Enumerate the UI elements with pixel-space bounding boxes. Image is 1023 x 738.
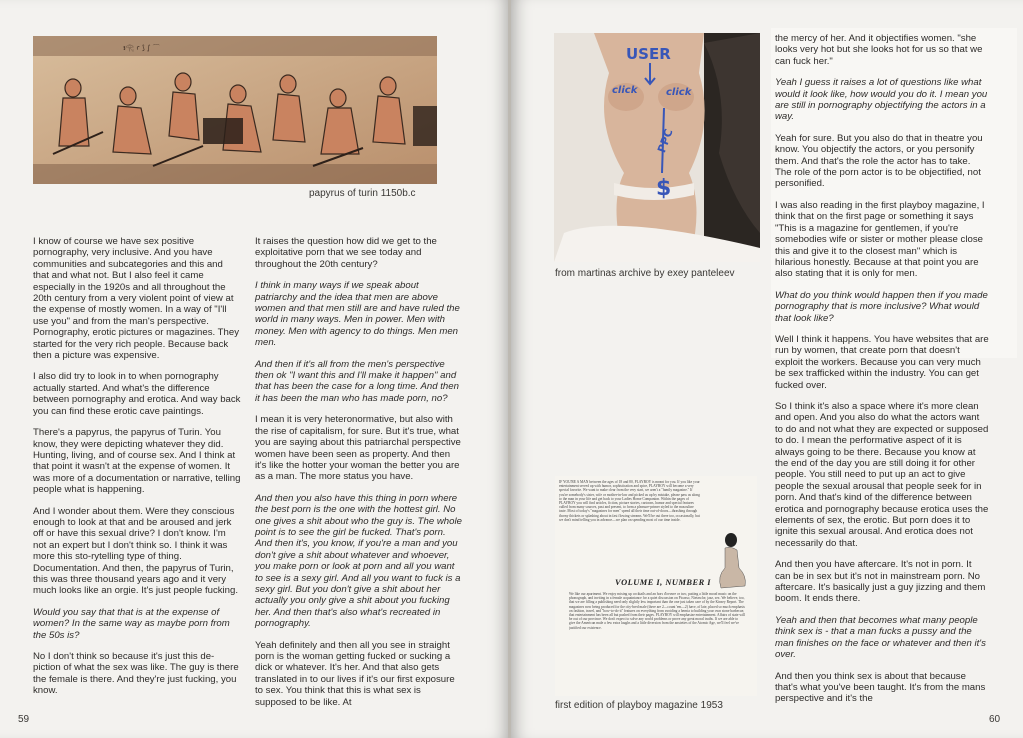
interview-question: And then if it's all from the men's perspective then ok "I want this and I'll make it happen" and that has been the case for a long time. And then it has been the man who has made porn, no? — [255, 358, 459, 404]
interview-paragraph: So I think it's also a space where it's more clean and open. And you also do what the actors want to do and not what they are expected or supposed to do. I mean the performative aspect of it is always going to be there. Because you know at the end of the day you are still doing it for other people. You still need to put up an act to give people the sexual arousal that people seek for in porn. And that's kind of the difference between erotica and pornography because erotica uses the elements of sex, the erotic. But porn does it to ignite this sexual arousal. And erotica does not necessarily do that. — [775, 400, 989, 549]
interview-paragraph: I also did try to look in to when pornography actually started. And what's the difference between pornography and erotica. And way back you can find these erotic cave paintings. — [33, 371, 241, 417]
body-paint-illustration — [554, 33, 760, 262]
interview-paragraph: And then you have aftercare. It's not in porn. It can be in sex but it's not in mainstream porn. No aftercare. It's basically just a guy jizzing and them boom. It ends there. — [775, 559, 986, 605]
interview-paragraph: No I don't think so because it's just this de-piction of what the sex was like. The guy is there the female is there. And they're just fucking, you know. — [33, 651, 239, 697]
papyrus-caption: papyrus of turin 1150b.c — [309, 188, 416, 199]
photo-word-click-1: click — [612, 85, 638, 96]
interview-paragraph: There's a papyrus, the papyrus of Turin. You know, they were depicting whatever they did. Hunting, living, and of course sex. And I think at that point it wasn't at the expense of women. It was more of a documentation or narrative, telling people what is happening. — [33, 427, 241, 496]
right-text-column — [775, 33, 989, 715]
page-number-right: 60 — [989, 714, 1001, 725]
interview-paragraph: I mean it is very heteronormative, but also with the rise of capitalism, for sure. But it's true, what you are saying about this patriarchal perspective women have been seen as property. And then it's like the hotter your woman the better you are as a man. The more status you have. — [255, 414, 461, 483]
interview-question: Yeah I guess it raises a lot of questions like what would it look like, how would you do it. I mean you are still in pornography objectifying the actors in a way. — [775, 77, 988, 123]
interview-question: Would you say that that is at the expense of women? In the same way as maybe porn from the 50s is? — [33, 606, 230, 641]
page-number-left: 59 — [18, 714, 30, 725]
left-text-column-2 — [255, 236, 463, 718]
right-page — [511, 0, 1023, 738]
body-paint-photo — [554, 33, 760, 262]
interview-paragraph: I know of course we have sex positive pornography, very inclusive. And you have communities and subcategories and this and that and what not. But I also feel it came especially in the 1920s and all throughout the 20th century from a very violent point of view at the expense of mostly women. In a way of "I'll use you" and from the man's perspective. Pornography, erotic pictures or magazines. They started for the very rich people. Because back then a picture was expensive. — [33, 236, 240, 362]
playboy-page-image — [555, 476, 757, 696]
interview-paragraph: And then you think sex is about that because that's what you've been taught. It's from the mans perspective and it's the — [775, 670, 986, 705]
photo-word-click-2: click — [666, 87, 692, 98]
papyrus-image — [33, 36, 437, 184]
left-text-column-1 — [33, 236, 241, 707]
playboy-body-text: We like our apartment. We enjoy mixing up cocktails and an hors d'oeuvre or two, putting a little mood music on the phonograph, and inviting in a female acquaintance for a quiet discussion on Picasso, Nietzsche, jazz, sex. We believe, too, that we are filling a publishing need only slightly less important than the one just taken care of by the Kinsey Report. The magazines now being produced for the city-bred male (there are 2—count 'em—2) have, of late, placed so much emphasis on fashion, travel, and "how-to-do-it" features on everything from avoiding a hernia to building your own stone barbecue, that entertainment has been all but pushed from their pages. PLAYBOY will emphasize entertainment. Affairs of state will be out of our province. We don't expect to solve any world problems or prove any great moral truths. If we are able to give the American male a few extra laughs and a little diversion from the anxieties of the Atomic Age, we'll feel we've justified our existence. — [569, 592, 745, 630]
playboy-caption: first edition of playboy magazine 1953 — [555, 700, 723, 711]
playboy-volume-heading: VOLUME I, NUMBER I — [615, 578, 712, 587]
photo-caption: from martinas archive by exey panteleev — [555, 268, 735, 279]
photo-word-user: USER — [626, 45, 671, 63]
papyrus-illustration — [33, 36, 437, 184]
interview-question: I think in many ways if we speak about patriarchy and the idea that men are above women and that men still are and have ruled the world in many ways. Men in power. Men with money. Men with agency to do things. Men men men. — [255, 280, 460, 349]
interview-question: Yeah and then that becomes what many people think sex is - that a man fucks a pussy and the man finishes on the face or whatever and then it's over. — [775, 614, 986, 661]
svg-text:ꜣ𓂀 ꜥ ⟆ ∫ ⌒: ꜣ𓂀 ꜥ ⟆ ∫ ⌒ — [123, 44, 160, 52]
interview-paragraph: It raises the question how did we get to the exploitative porn that we see today and throughout the 20th century? — [255, 236, 437, 270]
interview-question: What do you think would happen then if you made pornography that is more inclusive? What would that look like? — [775, 289, 988, 324]
photo-word-dollar: $ — [656, 176, 672, 201]
interview-paragraph: the mercy of her. And it objectifies women. "she looks very hot but she looks hot for us so that we can fuck her." — [775, 33, 983, 67]
interview-paragraph: I was also reading in the first playboy magazine, I think that on the first page or something it says "This is a magazine for gentlemen, if you're somebodies wife or sister or mother please close this and give it to the closest man" which is hilarious honestly. Because at that point you are also stating that it is only for men. — [775, 199, 985, 280]
interview-paragraph: And I wonder about them. Were they conscious enough to look at that and be aroused and jerk off or have this sexual drive? I don't know. I'm not an expert but I don't think so. I think it was more this sto-rytelling type of thing. Documentation. And then, the papyrus of Turin, this was three thousand years ago and it very much looks like an orgie. It's just people fucking. — [33, 505, 239, 597]
left-page — [0, 0, 509, 738]
playboy-intro-text: IF YOU'RE A MAN between the ages of 18 and 80, PLAYBOY is meant for you. If you like your entertainment served up with humor, sophistication and spice, PLAYBOY will become a very special favorite. We want to make clear from the very start, we aren't a "family magazine." If you're somebody's sister, wife or mother-in-law and picked us up by mistake, please pass us along to the man in your life and get back to your Ladies Home Companion. Within the pages of PLAYBOY you will find articles, fiction, picture stories, cartoons, humor and special features culled from many sources, past and present, to form a pleasure-primer styled to the masculine taste. Most of today's "magazines for men" spend all their time out-of-doors—thrashing through thorny thickets or splashing about in fast flowing streams. We'll be out there too, occasionally, but we don't mind telling you in advance—we plan on spending most of our time inside. — [559, 480, 700, 522]
playboy-pinup-figure — [711, 532, 751, 592]
photo-word-ppc: PPC — [655, 127, 676, 155]
interview-question: And then you also have this thing in porn where the best porn is the one with the hottest girl. No one gives a shit about who the guy is. The whole point is to see the girl be fucked. That's porn. And then it's, you know, if you're a man and you don't give a shit about whatever and whoever, you make porn or look at porn and all you want to see is a sexy girl. And all you want to fuck is a sexy girl. But you don't give a shit about her actually you only give a shit about you fucking her. And then that's also what's recreated in pornography. — [255, 492, 462, 630]
interview-paragraph: Yeah definitely and then all you see in straight porn is the woman getting fucked or sucking a dick or whatever. It's her. And that also gets translated in to our lives if it's our first exposure to sex. You think that this is what sex is supposed to be like. At — [255, 639, 455, 708]
interview-paragraph: Yeah for sure. But you also do that in theatre you know. You objectify the actors, or you personify them. And that's the role the actor has to take. The role of the porn actor is to be objectified, not personified. — [775, 132, 983, 190]
interview-paragraph: Well I think it happens. You have websites that are run by women, that create porn that doesn't exploit the workers. Because you can very much be sex trafficked within the industry. You can get fucked over. — [775, 333, 989, 391]
